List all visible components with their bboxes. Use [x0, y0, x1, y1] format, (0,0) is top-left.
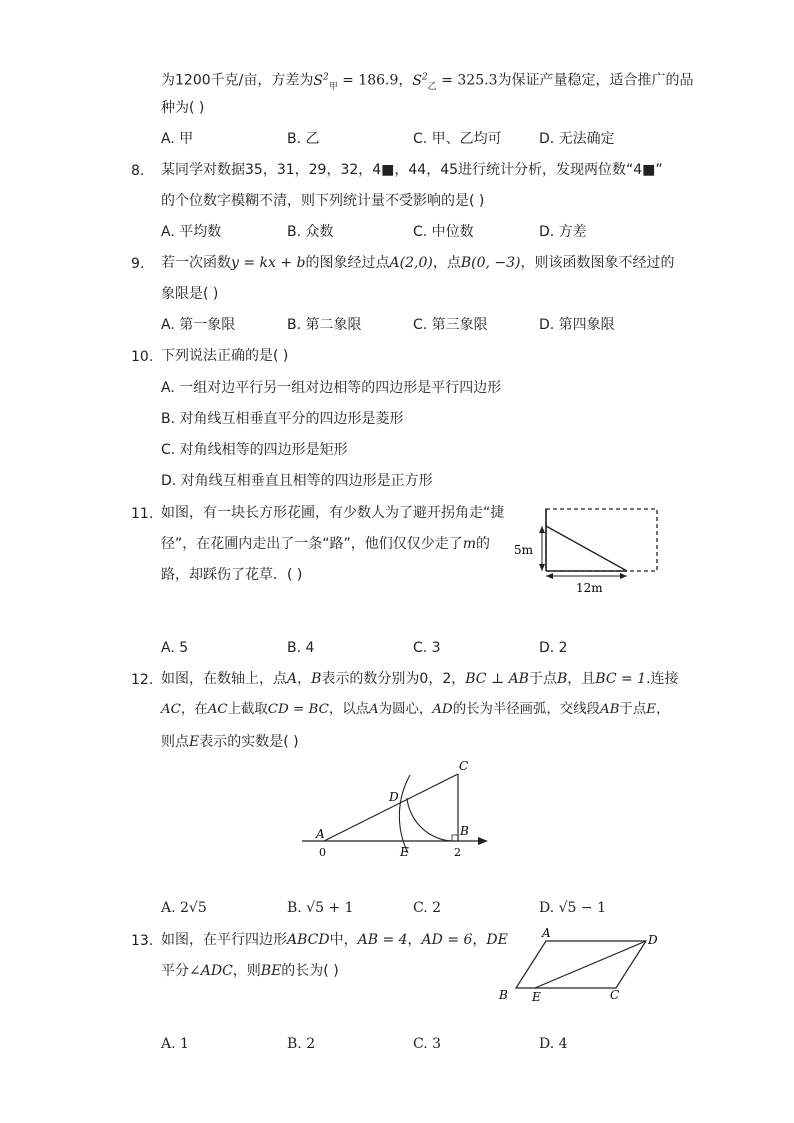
arrow-down-icon [539, 564, 545, 571]
q10-option-c[interactable]: C. 对角线相等的四边形是矩形 [161, 442, 348, 458]
q7-option-a[interactable]: A. 甲 [161, 131, 194, 147]
q9-text: ，则该函数图象不经过的 [520, 255, 675, 271]
q12-line3 [161, 732, 299, 752]
q9-option-a[interactable]: A. 第一象限 [161, 317, 236, 333]
q13-text: ， [472, 932, 487, 948]
q13-option-d[interactable]: D. 4 [539, 1036, 568, 1052]
q12-text: 于点 [619, 702, 647, 717]
q13-option-c[interactable]: C. 3 [413, 1036, 442, 1052]
q7-line2: 种为( ) [161, 100, 205, 116]
label-c: C [610, 988, 620, 1002]
q12-text: 的长为半径画弧，交线段 [452, 702, 600, 717]
parallelogram-name: ABCD [287, 932, 330, 948]
perpendicular-expr: BC ⊥ AB [465, 671, 529, 687]
variance-yi [412, 72, 437, 92]
q12-text: 表示的实数是( ) [199, 734, 299, 750]
q13-text: 中， [329, 932, 358, 948]
label-d: D [389, 790, 399, 804]
point-b: B [311, 671, 322, 687]
q9-line2: 象限是( ) [161, 286, 219, 302]
variance-jia [313, 72, 338, 92]
q10-line1: 下列说法正确的是( ) [161, 348, 289, 364]
q11-option-c[interactable]: C. 3 [413, 640, 441, 656]
q12-text: .连接 [646, 671, 679, 687]
q8-line1: 某同学对数据35，31，29，32，4■，44，45进行统计分析，发现两位数“4■” [161, 162, 663, 178]
q8-option-d[interactable]: D. 方差 [539, 224, 587, 240]
q9-text: 的图象经过点 [305, 255, 390, 271]
number-line-arrow-icon [478, 837, 488, 845]
q12-option-c[interactable]: C. 2 [413, 900, 442, 916]
tick-label-2: 2 [454, 846, 461, 859]
seg-be: BE [260, 963, 282, 979]
label-5m: 5m [514, 543, 534, 557]
garden-rect [546, 509, 657, 571]
q13-option-b[interactable]: B. 2 [287, 1036, 316, 1052]
arrow-left-icon [546, 573, 553, 579]
q13-text: 的长为( ) [281, 963, 339, 979]
arrow-up-icon [539, 526, 545, 533]
variance-sup: 2 [322, 72, 329, 82]
function-expression: y = kx + b [231, 255, 306, 271]
seg-ad: AD [432, 702, 453, 717]
parallelogram-abcd [516, 941, 646, 988]
variance-yi-value: = 325.3 [436, 72, 498, 89]
q8-option-c[interactable]: C. 中位数 [413, 224, 474, 240]
q12-option-a[interactable]: A. 2√5 [161, 900, 207, 916]
q11-option-a[interactable]: A. 5 [161, 640, 189, 656]
cd-expr: CD = BC [267, 702, 329, 717]
q12-text: 如图，在数轴上，点 [161, 671, 287, 687]
q12-text: ， [297, 671, 312, 687]
q12-figure [296, 755, 496, 865]
length-expr: BC = 1 [595, 671, 647, 687]
q10-option-a[interactable]: A. 一组对边平行另一组对边相等的四边形是平行四边形 [161, 380, 502, 396]
q11-number: 11. [131, 506, 154, 522]
variance-sup: 2 [422, 72, 428, 82]
q12-text: 上截取 [227, 702, 268, 717]
point-b: B [556, 671, 568, 687]
q11-text: 径”，在花圃内走出了一条“路”，他们仅仅少走了 [161, 536, 463, 552]
q9-option-d[interactable]: D. 第四象限 [539, 317, 615, 333]
ad-expr: AD = 6 [421, 932, 473, 948]
q8-option-b[interactable]: B. 众数 [287, 224, 334, 240]
q12-text: ， [656, 702, 670, 717]
label-b: B [460, 824, 469, 838]
q11-option-d[interactable]: D. 2 [539, 640, 568, 656]
seg-ac: AC [207, 702, 228, 717]
q13-line1 [161, 930, 508, 950]
q7-option-b[interactable]: B. 乙 [287, 131, 320, 147]
q12-line2 [161, 700, 669, 720]
q9-option-c[interactable]: C. 第三象限 [413, 317, 488, 333]
q8-line2: 的个位数字模糊不清，则下列统计量不受影响的是( ) [161, 193, 485, 209]
q12-line1 [161, 669, 679, 689]
q8-number: 8. [131, 163, 145, 179]
q13-text: 平分 [161, 963, 189, 979]
label-a: A [542, 926, 551, 940]
segment-de [535, 941, 646, 988]
tick-label-0: 0 [319, 846, 326, 859]
q11-figure [512, 503, 664, 595]
segment-ac [324, 774, 458, 841]
q11-text: 的 [476, 536, 491, 552]
right-angle-mark [452, 835, 458, 841]
q11-line2 [161, 534, 490, 554]
q12-text: 则点 [161, 734, 189, 750]
q13-text: 如图，在平行四边形 [161, 932, 287, 948]
label-b: B [499, 988, 508, 1002]
seg-ab: AB [599, 702, 620, 717]
q7-option-c[interactable]: C. 甲、乙均可 [413, 131, 502, 147]
q9-text: ，点 [432, 255, 461, 271]
q12-text: ，以点 [328, 702, 370, 717]
q7-text: 为保证产量稳定，适合推广的品 [497, 72, 694, 89]
variance-sub: 甲 [328, 81, 338, 92]
q12-text: 为圆心， [378, 702, 433, 717]
label-a: A [316, 827, 325, 841]
variance-s: S [412, 72, 423, 89]
variance-sub: 乙 [427, 81, 437, 92]
point-e: E [646, 702, 657, 717]
q9-line1 [161, 253, 675, 273]
shortcut-path [546, 526, 627, 571]
q8-option-a[interactable]: A. 平均数 [161, 224, 222, 240]
point-a: A(2,0) [389, 255, 433, 271]
q13-figure [494, 925, 666, 1007]
label-d: D [648, 933, 658, 947]
q12-text: 于点 [528, 671, 557, 687]
q12-text: ，且 [567, 671, 596, 687]
label-c: C [459, 759, 469, 773]
point-b: B(0, −3) [460, 255, 521, 271]
q7-text: 为1200千克/亩，方差为 [161, 72, 314, 89]
arc-cd [407, 798, 458, 841]
q13-text: ，则 [232, 963, 261, 979]
seg-de: DE [486, 932, 508, 948]
point-e: E [189, 734, 200, 750]
q13-number: 13. [131, 933, 154, 949]
q7-option-d[interactable]: D. 无法确定 [539, 131, 615, 147]
label-e: E [400, 845, 409, 859]
point-a: A [369, 702, 379, 717]
variance-jia-value: = 186.9， [337, 72, 413, 89]
q12-text: 表示的数分别为0，2， [321, 671, 466, 687]
q10-number: 10. [131, 349, 154, 365]
q12-option-b[interactable]: B. √5 + 1 [287, 900, 354, 916]
q9-option-b[interactable]: B. 第二象限 [287, 317, 362, 333]
angle-adc: ∠ADC [189, 963, 233, 979]
point-a: A [287, 671, 298, 687]
q13-text: ， [407, 932, 422, 948]
q13-option-a[interactable]: A. 1 [161, 1036, 189, 1052]
q11-line3: 路，却踩伤了花草．( ) [161, 567, 303, 583]
q9-number: 9. [131, 256, 145, 272]
q11-line1: 如图，有一块长方形花圃，有少数人为了避开拐角走“捷 [161, 505, 505, 521]
q10-option-b[interactable]: B. 对角线互相垂直平分的四边形是菱形 [161, 411, 404, 427]
variable-m: m [462, 536, 477, 552]
q13-line2 [161, 961, 339, 981]
arrow-right-icon [620, 573, 627, 579]
q12-text: ，在 [180, 702, 208, 717]
label-e: E [532, 990, 541, 1004]
q12-number: 12. [131, 672, 154, 688]
q7-line1 [161, 67, 693, 96]
q9-text: 若一次函数 [161, 255, 231, 271]
variance-s: S [313, 72, 323, 89]
q11-option-b[interactable]: B. 4 [287, 640, 315, 656]
seg-ac: AC [161, 702, 181, 717]
label-12m: 12m [576, 581, 603, 595]
q10-option-d[interactable]: D. 对角线互相垂直且相等的四边形是正方形 [161, 473, 433, 489]
ab-expr: AB = 4 [357, 932, 408, 948]
q12-option-d[interactable]: D. √5 − 1 [539, 900, 606, 916]
